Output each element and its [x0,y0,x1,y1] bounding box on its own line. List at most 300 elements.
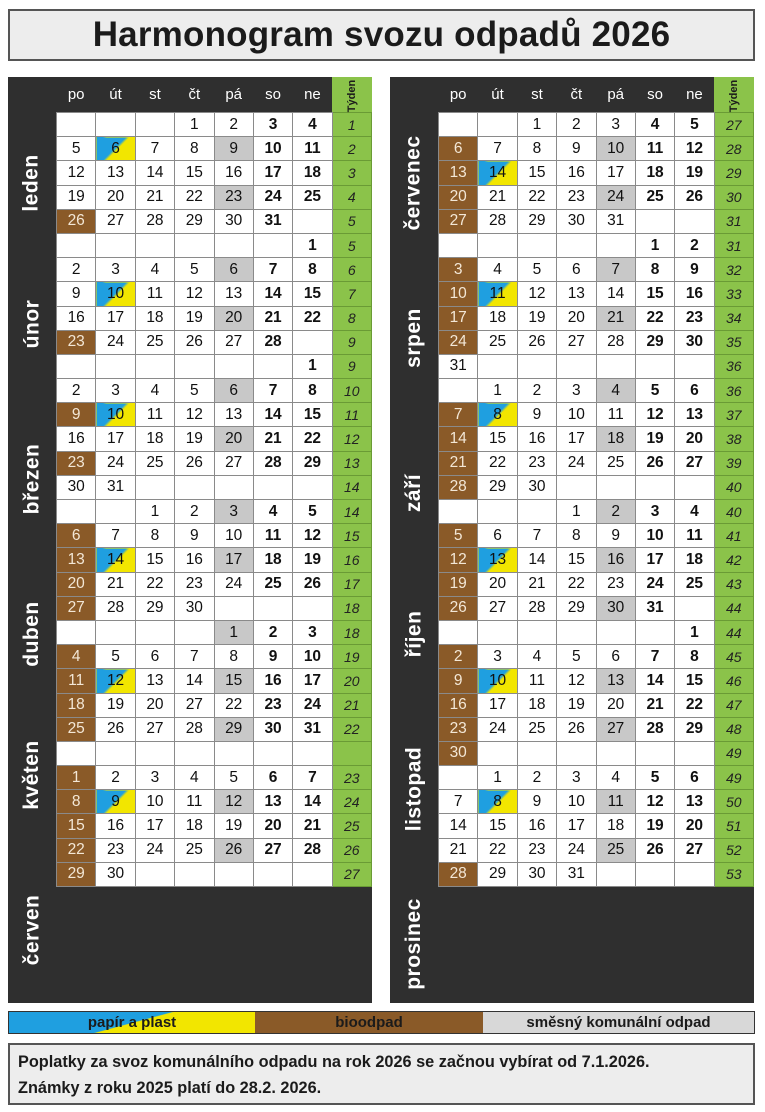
day-cell: 29 [135,596,174,620]
day-cell: 6 [96,137,135,161]
day-cell [135,475,174,499]
week-number-cell: 27 [332,862,371,886]
day-cell: 3 [253,113,292,137]
day-cell: 7 [596,258,635,282]
legend-bio-label: bioodpad [335,1014,403,1031]
day-cell: 2 [175,500,214,524]
calendar-week-row [57,500,372,524]
day-cell: 27 [675,838,714,862]
day-cell: 28 [517,596,556,620]
day-cell: 23 [175,572,214,596]
day-cell [557,741,596,765]
day-cell: 26 [293,572,332,596]
day-cell: 2 [96,766,135,790]
day-cell: 11 [596,790,635,814]
day-cell [635,741,674,765]
day-cell: 19 [439,572,478,596]
calendar-week-row [439,403,754,427]
day-cell: 3 [135,766,174,790]
day-cell: 29 [57,862,96,886]
day-cell [253,741,292,765]
week-number-cell: 31 [714,233,753,257]
day-cell: 17 [557,814,596,838]
day-cell: 20 [675,427,714,451]
day-cell: 18 [293,161,332,185]
day-cell: 11 [253,524,292,548]
week-number-cell: 40 [714,475,753,499]
day-cell: 3 [557,379,596,403]
day-cell: 15 [675,669,714,693]
day-cell: 31 [439,354,478,378]
day-cell: 10 [96,282,135,306]
calendar-table-first-half [56,77,372,887]
day-cell [293,475,332,499]
week-number-cell: 37 [714,403,753,427]
day-cell [57,741,96,765]
day-cell: 21 [293,814,332,838]
day-cell: 31 [293,717,332,741]
day-cell: 27 [439,209,478,233]
day-cell: 4 [478,258,517,282]
calendar-panel-first-half [8,77,372,1003]
day-cell [96,113,135,137]
calendar-week-row [439,645,754,669]
day-cell: 14 [635,669,674,693]
day-cell: 17 [135,814,174,838]
day-cell [478,620,517,644]
day-cell: 27 [175,693,214,717]
day-cell: 14 [596,282,635,306]
day-cell: 20 [675,814,714,838]
day-cell: 4 [135,379,174,403]
day-cell: 11 [675,524,714,548]
week-number-cell: 34 [714,306,753,330]
day-cell: 10 [635,524,674,548]
day-cell: 24 [96,330,135,354]
week-number-cell: 21 [332,693,371,717]
weekday-header: pá [607,86,625,103]
day-cell: 27 [57,596,96,620]
day-cell [293,862,332,886]
day-cell: 12 [635,790,674,814]
day-cell [596,620,635,644]
day-cell: 15 [517,161,556,185]
day-cell: 9 [57,403,96,427]
day-cell: 24 [96,451,135,475]
day-cell: 18 [635,161,674,185]
day-cell: 22 [135,572,174,596]
week-number-cell: 40 [714,500,753,524]
day-cell [517,233,556,257]
day-cell: 21 [253,427,292,451]
week-number-cell: 43 [714,572,753,596]
day-cell: 18 [57,693,96,717]
weekday-header-row [57,77,372,113]
week-number-cell: 7 [332,282,371,306]
day-cell: 26 [96,717,135,741]
week-number-cell: 48 [714,717,753,741]
day-cell: 22 [293,306,332,330]
day-cell [57,620,96,644]
day-cell [253,233,292,257]
day-cell: 11 [517,669,556,693]
week-number-cell: 44 [714,596,753,620]
day-cell: 23 [517,451,556,475]
day-cell: 28 [175,717,214,741]
calendar-week-row [439,741,754,765]
day-cell [596,233,635,257]
day-cell: 13 [478,548,517,572]
week-number-cell: 36 [714,379,753,403]
day-cell: 9 [253,645,292,669]
day-cell [478,113,517,137]
day-cell: 29 [478,862,517,886]
week-number-cell: 4 [332,185,371,209]
calendar-week-row [439,258,754,282]
day-cell: 13 [596,669,635,693]
calendar-week-row [57,669,372,693]
day-cell: 9 [96,790,135,814]
week-number-cell: 41 [714,524,753,548]
day-cell: 9 [557,137,596,161]
day-cell: 13 [253,790,292,814]
week-number-cell: 12 [332,427,371,451]
day-cell [253,354,292,378]
day-cell: 2 [596,500,635,524]
day-cell: 8 [517,137,556,161]
month-label [390,253,438,422]
day-cell: 31 [96,475,135,499]
day-cell: 24 [478,717,517,741]
day-cell: 2 [517,766,556,790]
day-cell: 4 [293,113,332,137]
day-cell: 26 [635,451,674,475]
weekday-header: pá [225,86,243,103]
day-cell: 13 [57,548,96,572]
week-number-cell: 9 [332,354,371,378]
day-cell: 1 [214,620,253,644]
week-number-cell: 45 [714,645,753,669]
day-cell [135,741,174,765]
calendar-week-row [439,766,754,790]
month-name: srpen [402,307,425,368]
day-cell: 14 [253,282,292,306]
week-number-cell: 8 [332,306,371,330]
day-cell: 29 [175,209,214,233]
day-cell: 4 [135,258,174,282]
weekday-header: st [149,86,161,103]
weekday-header: čt [570,86,583,103]
weekday-header: po [67,86,85,103]
day-cell: 27 [214,451,253,475]
day-cell: 3 [635,500,674,524]
month-name: květen [20,739,44,810]
day-cell: 26 [175,330,214,354]
week-number-cell: 36 [714,354,753,378]
day-cell: 12 [96,669,135,693]
day-cell [439,379,478,403]
day-cell: 18 [135,427,174,451]
month-label [8,112,56,253]
day-cell [557,620,596,644]
day-cell: 25 [596,451,635,475]
day-cell: 26 [214,838,253,862]
day-cell: 23 [439,717,478,741]
week-number-cell: 42 [714,548,753,572]
week-number-cell: 5 [332,209,371,233]
week-number-cell: 32 [714,258,753,282]
day-cell: 23 [57,451,96,475]
month-label [390,422,438,563]
day-cell: 3 [96,258,135,282]
calendar-week-row [57,620,372,644]
calendar-week-row [439,137,754,161]
day-cell [439,233,478,257]
day-cell: 27 [557,330,596,354]
day-cell: 14 [96,548,135,572]
calendar-week-row [439,500,754,524]
day-cell: 19 [635,427,674,451]
day-cell [557,475,596,499]
calendar-week-row [57,475,372,499]
weekday-header: po [449,86,467,103]
week-number-cell: 49 [714,766,753,790]
day-cell: 7 [175,645,214,669]
week-header [332,77,371,113]
day-cell: 23 [517,838,556,862]
day-cell: 13 [96,161,135,185]
day-cell: 17 [596,161,635,185]
day-cell: 25 [175,838,214,862]
week-number-cell: 50 [714,790,753,814]
week-number-cell: 9 [332,330,371,354]
day-cell [96,620,135,644]
day-cell: 25 [478,330,517,354]
calendar-week-row [439,862,754,886]
day-cell: 27 [214,330,253,354]
day-cell: 20 [57,572,96,596]
day-cell: 21 [439,451,478,475]
day-cell: 12 [557,669,596,693]
day-cell: 20 [253,814,292,838]
day-cell: 9 [175,524,214,548]
day-cell: 21 [253,306,292,330]
calendar-week-row [57,717,372,741]
calendar-week-row [439,354,754,378]
day-cell: 17 [557,427,596,451]
day-cell [517,741,556,765]
day-cell: 26 [635,838,674,862]
day-cell: 16 [557,161,596,185]
day-cell: 23 [557,185,596,209]
day-cell: 1 [478,766,517,790]
calendar-week-row [57,185,372,209]
week-number-cell: 27 [714,113,753,137]
calendar-week-row [439,161,754,185]
day-cell: 27 [596,717,635,741]
day-cell: 3 [293,620,332,644]
day-cell: 24 [253,185,292,209]
day-cell: 7 [135,137,174,161]
week-number-cell: 1 [332,113,371,137]
calendar-week-row [57,258,372,282]
day-cell [596,475,635,499]
day-cell: 6 [135,645,174,669]
day-cell [214,741,253,765]
calendar-week-row [439,620,754,644]
calendar-week-row [57,862,372,886]
week-number-cell: 3 [332,161,371,185]
day-cell: 13 [214,403,253,427]
day-cell [293,596,332,620]
month-name: listopad [402,746,426,832]
week-header-label: Týden [727,79,740,113]
day-cell: 17 [253,161,292,185]
day-cell: 5 [175,258,214,282]
month-label [390,873,438,1014]
day-cell: 8 [293,258,332,282]
day-cell: 3 [557,766,596,790]
day-cell: 30 [214,209,253,233]
day-cell: 10 [253,137,292,161]
calendar-week-row [439,596,754,620]
day-cell [175,354,214,378]
day-cell: 15 [478,814,517,838]
day-cell: 22 [478,838,517,862]
day-cell: 25 [135,451,174,475]
day-cell [96,354,135,378]
day-cell: 21 [517,572,556,596]
day-cell: 30 [253,717,292,741]
calendar-week-row [439,427,754,451]
calendar-week-row [57,403,372,427]
week-number-cell: 49 [714,741,753,765]
day-cell: 24 [596,185,635,209]
day-cell: 7 [293,766,332,790]
day-cell [478,233,517,257]
day-cell: 14 [135,161,174,185]
day-cell [175,741,214,765]
calendar-table-second-half [438,77,754,887]
calendar-week-row [57,113,372,137]
day-cell: 27 [253,838,292,862]
day-cell [175,862,214,886]
legend-paper-label: papír a plast [87,1014,177,1031]
week-number-cell: 18 [332,620,371,644]
day-cell [135,354,174,378]
day-cell: 15 [293,403,332,427]
day-cell: 4 [175,766,214,790]
day-cell: 29 [293,451,332,475]
day-cell [478,741,517,765]
day-cell: 5 [557,645,596,669]
day-cell [439,620,478,644]
day-cell: 6 [214,379,253,403]
day-cell: 24 [635,572,674,596]
calendar-week-row [57,427,372,451]
day-cell: 5 [517,258,556,282]
day-cell: 18 [596,427,635,451]
day-cell [293,209,332,233]
week-number-cell: 33 [714,282,753,306]
calendar-week-row [57,645,372,669]
day-cell: 20 [557,306,596,330]
day-cell: 14 [293,790,332,814]
month-label [8,563,56,704]
week-number-cell: 28 [714,137,753,161]
week-number-cell: 2 [332,137,371,161]
day-cell: 23 [214,185,253,209]
day-cell: 8 [478,790,517,814]
day-cell: 31 [557,862,596,886]
day-cell: 12 [517,282,556,306]
day-cell: 15 [557,548,596,572]
week-number-cell: 14 [332,475,371,499]
day-cell: 12 [175,282,214,306]
day-cell [57,233,96,257]
day-cell [635,620,674,644]
month-label [390,112,438,253]
day-cell [293,330,332,354]
day-cell [557,354,596,378]
day-cell: 30 [57,475,96,499]
month-label [8,704,56,845]
week-number-cell: 30 [714,185,753,209]
calendar-week-row [57,741,372,765]
day-cell [135,620,174,644]
day-cell: 4 [596,379,635,403]
calendar-week-row [57,790,372,814]
day-cell: 18 [478,306,517,330]
day-cell: 22 [517,185,556,209]
day-cell: 5 [293,500,332,524]
day-cell [57,500,96,524]
day-cell [596,862,635,886]
week-number-cell: 22 [332,717,371,741]
day-cell: 18 [253,548,292,572]
day-cell: 24 [214,572,253,596]
day-cell: 28 [135,209,174,233]
day-cell: 13 [214,282,253,306]
day-cell: 28 [478,209,517,233]
day-cell: 12 [293,524,332,548]
calendar-week-row [439,185,754,209]
day-cell: 6 [57,524,96,548]
calendar-panel-second-half [390,77,754,1003]
day-cell: 20 [214,427,253,451]
day-cell: 7 [439,790,478,814]
day-cell: 17 [214,548,253,572]
fee-notice-line-2: Známky z roku 2025 platí do 28.2. 2026. [18,1079,322,1097]
day-cell: 25 [517,717,556,741]
week-number-cell: 46 [714,669,753,693]
day-cell: 25 [293,185,332,209]
day-cell: 7 [253,258,292,282]
day-cell: 12 [57,161,96,185]
calendar-week-row [439,524,754,548]
calendar-week-row [439,113,754,137]
day-cell [675,741,714,765]
month-name: únor [20,299,43,348]
month-label [390,704,438,873]
day-cell: 13 [557,282,596,306]
legend-bio-waste [255,1012,483,1033]
week-number-cell: 44 [714,620,753,644]
week-number-cell: 35 [714,330,753,354]
day-cell: 4 [596,766,635,790]
day-cell: 1 [478,379,517,403]
day-cell: 6 [675,379,714,403]
